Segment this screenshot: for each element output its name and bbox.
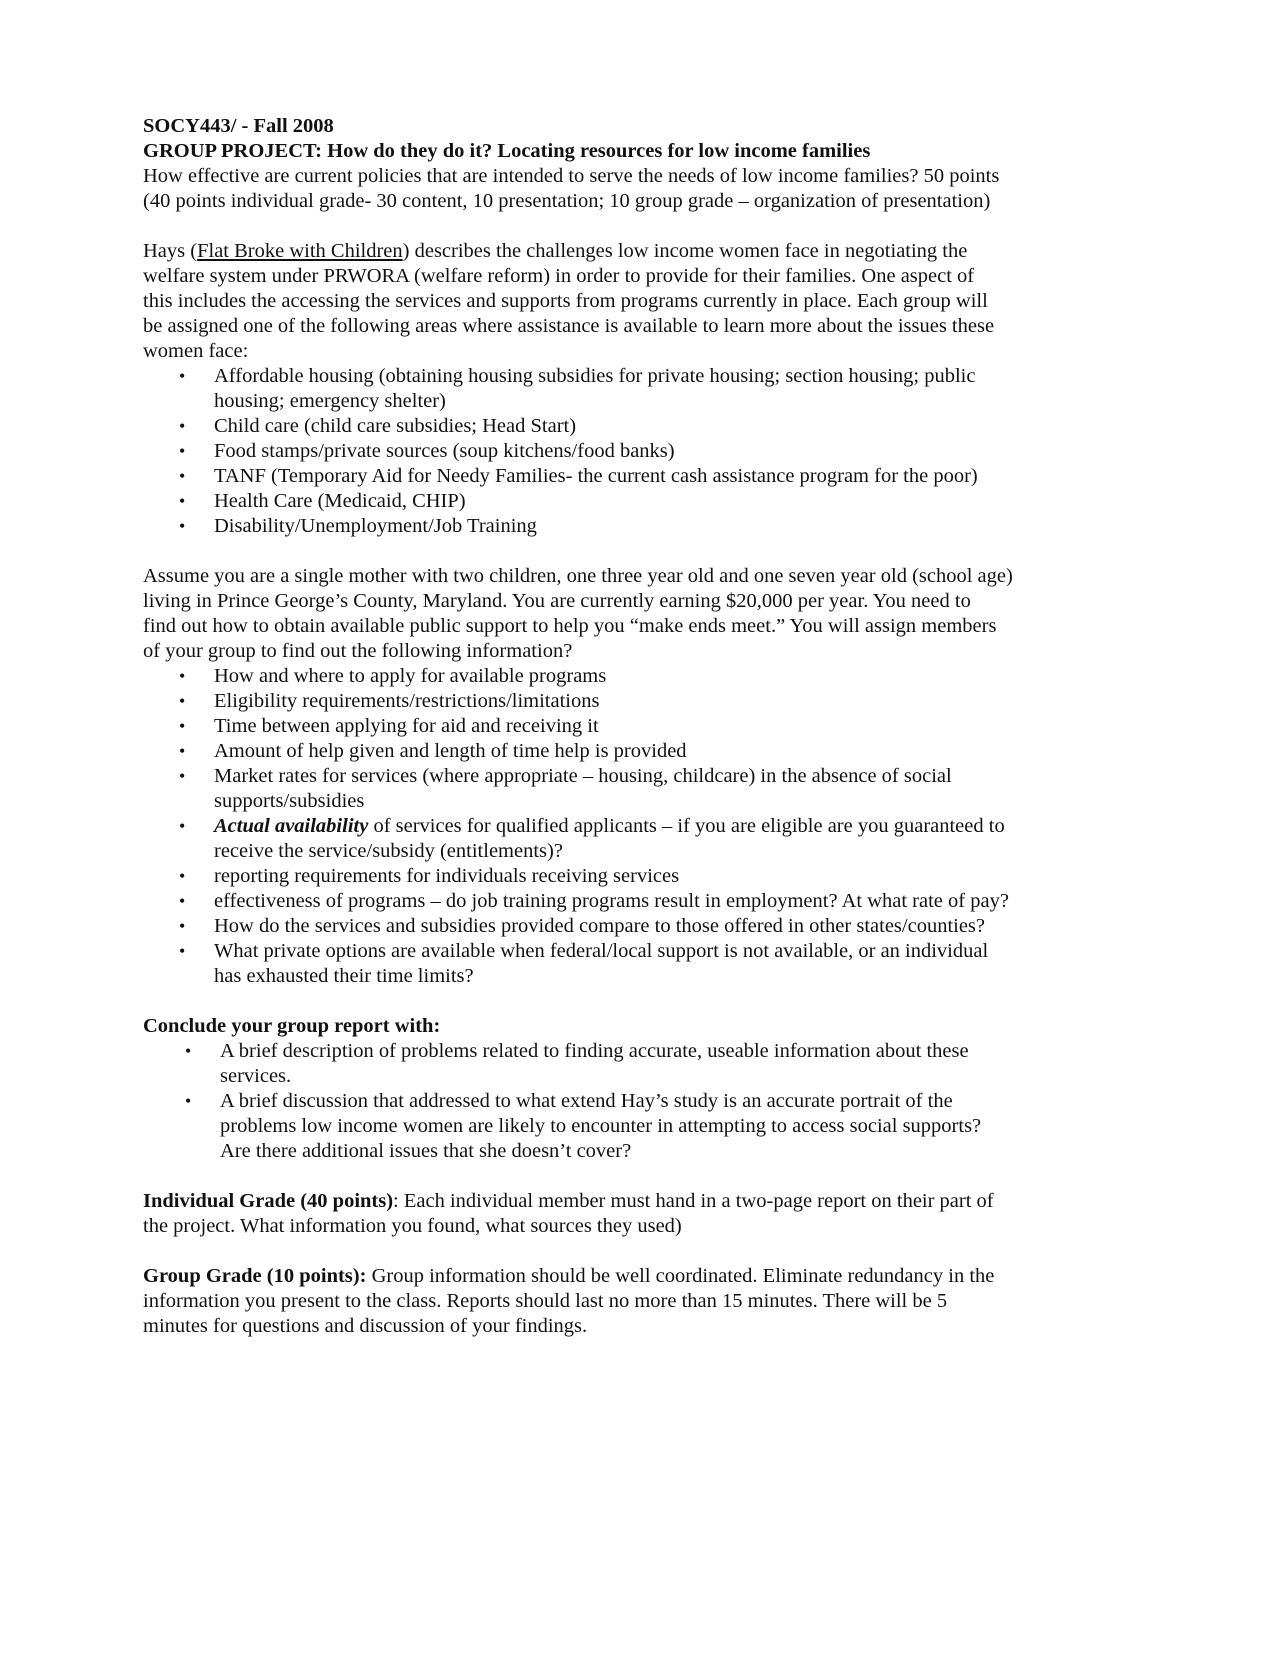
bullet-item — [143, 739, 1143, 764]
text-segment: effectiveness of programs – do job training programs result in employment? At what rate of pay? — [214, 890, 1009, 912]
text-segment: Assume you are a single mother with two children, one three year old and one seven year old (school age) — [143, 565, 1013, 587]
text-segment: find out how to obtain available public support to help you “make ends meet.” You will assign members — [143, 615, 997, 637]
text-segment: A brief description of problems related to finding accurate, useable information about these — [220, 1040, 969, 1062]
text-segment: of your group to find out the following information? — [143, 640, 573, 662]
book-title: Flat Broke with Children — [197, 240, 403, 262]
text-segment: problems low income women are likely to encounter in attempting to access social supports? — [220, 1115, 982, 1137]
bullet-item — [143, 939, 1143, 964]
text-segment: How effective are current policies that are intended to serve the needs of low income families? 50 points — [143, 165, 1000, 187]
bullet-icon: • — [179, 741, 186, 761]
text-line — [143, 1064, 1143, 1089]
text-segment: Actual availability — [214, 815, 369, 837]
text-line — [143, 589, 1143, 614]
text-line — [143, 614, 1143, 639]
bullet-item — [143, 464, 1143, 489]
bullet-item — [143, 1039, 1143, 1064]
text-segment: ) describes the challenges low income women face in negotiating the — [402, 240, 968, 262]
text-line — [143, 114, 1143, 139]
text-segment: this includes the accessing the services and supports from programs currently in place. Each group will — [143, 290, 988, 312]
text-segment: living in Prince George’s County, Maryland. You are currently earning $20,000 per year. You need to — [143, 590, 971, 612]
text-line — [143, 189, 1143, 214]
text-segment: supports/subsidies — [214, 790, 365, 812]
text-line — [143, 289, 1143, 314]
text-line — [143, 314, 1143, 339]
text-line — [143, 264, 1143, 289]
text-line — [143, 564, 1143, 589]
text-segment: A brief discussion that addressed to what extend Hay’s study is an accurate portrait of the — [220, 1090, 953, 1112]
bullet-item — [143, 689, 1143, 714]
text-line — [143, 839, 1143, 864]
text-line — [143, 389, 1143, 414]
text-segment: TANF (Temporary Aid for Needy Families- the current cash assistance program for the poor) — [214, 465, 978, 487]
blank-line — [143, 989, 1143, 1014]
bullet-icon: • — [179, 441, 186, 461]
text-segment: : Each individual member must hand in a two-page report on their part of — [393, 1190, 994, 1212]
text-line — [143, 1014, 1143, 1039]
text-segment: Affordable housing (obtaining housing subsidies for private housing; section housing; public — [214, 365, 976, 387]
text-line — [143, 1289, 1143, 1314]
bullet-item — [143, 414, 1143, 439]
text-segment: has exhausted their time limits? — [214, 965, 474, 987]
bullet-icon: • — [179, 416, 186, 436]
bullet-item — [143, 1089, 1143, 1114]
bullet-item — [143, 364, 1143, 389]
bullet-item — [143, 714, 1143, 739]
blank-line — [143, 1164, 1143, 1189]
text-segment: (40 points individual grade- 30 content, 10 presentation; 10 group grade – organization of presentation) — [143, 190, 991, 212]
bullet-icon: • — [179, 866, 186, 886]
text-line — [143, 1139, 1143, 1164]
text-line — [143, 1189, 1143, 1214]
bullet-item — [143, 814, 1143, 839]
text-segment: be assigned one of the following areas where assistance is available to learn more about the issues these — [143, 315, 995, 337]
text-segment: the project. What information you found, what sources they used) — [143, 1215, 682, 1237]
text-segment: Eligibility requirements/restrictions/limitations — [214, 690, 600, 712]
text-segment: What private options are available when federal/local support is not available, or an individual — [214, 940, 989, 962]
text-line — [143, 1264, 1143, 1289]
text-line — [143, 164, 1143, 189]
bullet-icon: • — [179, 891, 186, 911]
bullet-icon: • — [179, 366, 186, 386]
text-segment: Are there additional issues that she doesn’t cover? — [220, 1140, 632, 1162]
text-segment: Individual Grade (40 points) — [143, 1190, 394, 1212]
bullet-icon: • — [179, 916, 186, 936]
bullet-item — [143, 439, 1143, 464]
text-segment: Health Care (Medicaid, CHIP) — [214, 490, 466, 512]
text-segment: minutes for questions and discussion of your findings. — [143, 1315, 588, 1337]
text-line — [143, 1314, 1143, 1339]
bullet-icon: • — [179, 516, 186, 536]
document-body — [143, 114, 1143, 1339]
text-segment: Time between applying for aid and receiving it — [214, 715, 599, 737]
text-segment: reporting requirements for individuals receiving services — [214, 865, 680, 887]
text-segment: women face: — [143, 340, 249, 362]
text-line — [143, 239, 1143, 264]
bullet-icon: • — [185, 1041, 192, 1061]
bullet-item — [143, 914, 1143, 939]
text-segment: SOCY443/ - Fall 2008 — [143, 115, 334, 137]
text-line — [143, 1214, 1143, 1239]
text-segment: welfare system under PRWORA (welfare reform) in order to provide for their families. One aspect of — [143, 265, 975, 287]
bullet-item — [143, 889, 1143, 914]
text-segment: of services for qualified applicants – if you are eligible are you guaranteed to — [368, 815, 1005, 837]
bullet-item — [143, 489, 1143, 514]
text-line — [143, 139, 1143, 164]
bullet-icon: • — [179, 466, 186, 486]
text-segment: Child care (child care subsidies; Head Start) — [214, 415, 577, 437]
bullet-item — [143, 514, 1143, 539]
text-segment: information you present to the class. Reports should last no more than 15 minutes. There will be 5 — [143, 1290, 948, 1312]
blank-line — [143, 214, 1143, 239]
text-segment: How do the services and subsidies provided compare to those offered in other states/counties? — [214, 915, 986, 937]
bullet-icon: • — [185, 1091, 192, 1111]
text-segment: Group information should be well coordinated. Eliminate redundancy in the — [366, 1265, 995, 1287]
text-segment: receive the service/subsidy (entitlements)? — [214, 840, 563, 862]
text-segment: Amount of help given and length of time help is provided — [214, 740, 687, 762]
bullet-icon: • — [179, 766, 186, 786]
bullet-icon: • — [179, 941, 186, 961]
bullet-icon: • — [179, 491, 186, 511]
text-segment: housing; emergency shelter) — [214, 390, 446, 412]
bullet-icon: • — [179, 666, 186, 686]
bullet-item — [143, 764, 1143, 789]
bullet-icon: • — [179, 691, 186, 711]
text-segment: GROUP PROJECT: How do they do it? Locating resources for low income families — [143, 140, 871, 162]
blank-line — [143, 539, 1143, 564]
bullet-item — [143, 664, 1143, 689]
text-segment: Disability/Unemployment/Job Training — [214, 515, 537, 537]
text-segment: Group Grade (10 points): — [143, 1265, 367, 1287]
text-segment: Conclude your group report with: — [143, 1015, 441, 1037]
text-line — [143, 639, 1143, 664]
text-segment: Food stamps/private sources (soup kitchens/food banks) — [214, 440, 675, 462]
text-segment: How and where to apply for available programs — [214, 665, 607, 687]
text-line — [143, 339, 1143, 364]
text-segment: services. — [220, 1065, 292, 1087]
bullet-icon: • — [179, 816, 186, 836]
bullet-item — [143, 864, 1143, 889]
text-segment: Hays ( — [143, 240, 198, 262]
bullet-icon: • — [179, 716, 186, 736]
text-segment: Market rates for services (where appropriate – housing, childcare) in the absence of social — [214, 765, 952, 787]
text-line — [143, 964, 1143, 989]
blank-line — [143, 1239, 1143, 1264]
text-line — [143, 789, 1143, 814]
text-line — [143, 1114, 1143, 1139]
